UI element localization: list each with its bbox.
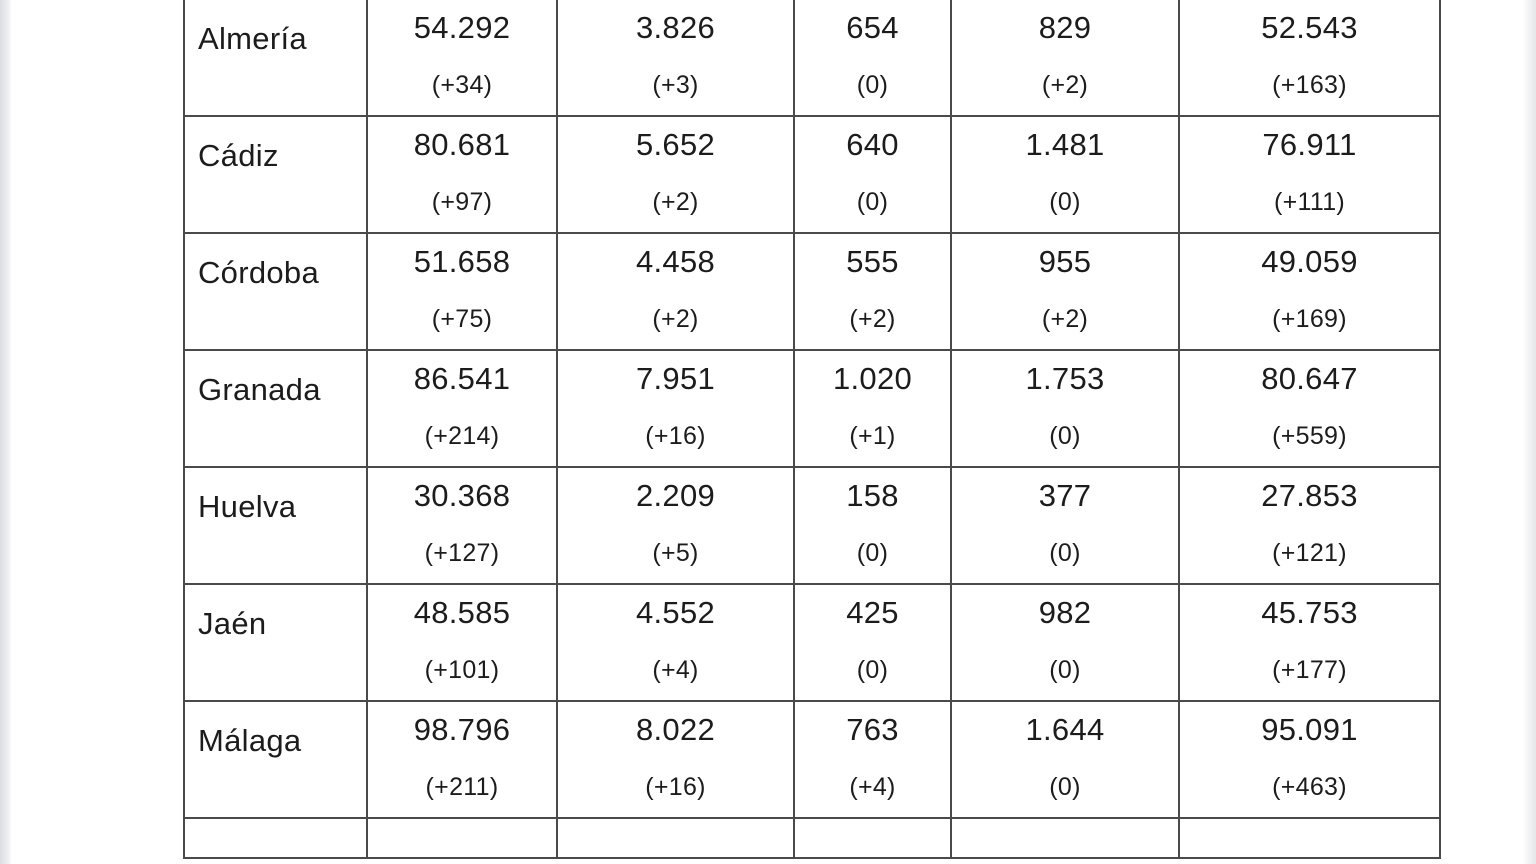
cell-delta: (+121) (1272, 539, 1347, 567)
cell-value: 955 (1038, 244, 1092, 279)
value-cell (367, 233, 557, 350)
province-data-table (183, 0, 1441, 859)
cell-value: 982 (1038, 595, 1092, 630)
table-row (184, 584, 1440, 701)
cell-delta: (0) (856, 656, 889, 684)
province-name-cell (184, 233, 367, 350)
province-name: Cádiz (198, 138, 279, 173)
cell-value: 49.059 (1261, 244, 1358, 279)
cell-delta: (+2) (1041, 71, 1089, 99)
cell-value: 3.826 (635, 10, 716, 45)
cell-delta: (+463) (1272, 773, 1347, 801)
cell-delta: (+127) (424, 539, 500, 567)
cell-value: 1.753 (1025, 361, 1105, 396)
province-name: Jaén (198, 606, 267, 641)
table-body (184, 0, 1440, 858)
page-left-edge (0, 0, 12, 864)
value-cell (367, 701, 557, 818)
name-cell (184, 818, 367, 858)
cell-value: 45.753 (1261, 595, 1358, 630)
value-cell (1179, 818, 1440, 858)
province-name-cell (184, 350, 367, 467)
cell-value: 76.911 (1262, 127, 1357, 162)
cell-value: 425 (846, 595, 899, 630)
cell-delta: (+163) (1272, 71, 1347, 99)
cell-delta: (+214) (424, 422, 500, 450)
table-row (184, 116, 1440, 233)
province-name: Málaga (198, 723, 302, 758)
cell-delta: (+2) (1041, 305, 1089, 333)
province-name-cell (184, 0, 367, 116)
value-cell (367, 467, 557, 584)
cell-value: 555 (846, 244, 899, 279)
cell-delta: (+2) (652, 305, 699, 333)
cell-value: 98.796 (413, 712, 511, 747)
cell-delta: (+1) (849, 422, 896, 450)
cell-value: 640 (846, 127, 899, 162)
value-cell (557, 818, 794, 858)
value-cell (557, 584, 794, 701)
cell-value: 654 (846, 10, 899, 45)
value-cell (794, 116, 951, 233)
province-name-cell (184, 584, 367, 701)
value-cell (557, 116, 794, 233)
province-name: Granada (198, 372, 321, 407)
cell-value: 1.020 (832, 361, 913, 396)
value-cell (794, 233, 951, 350)
value-cell (951, 701, 1179, 818)
cell-delta: (+3) (652, 71, 699, 99)
cell-delta: (+16) (645, 422, 706, 450)
province-name: Huelva (198, 489, 297, 524)
cell-value: 5.652 (635, 127, 716, 162)
value-cell (557, 701, 794, 818)
value-cell (367, 350, 557, 467)
cell-delta: (0) (1049, 188, 1081, 216)
cell-value: 4.458 (635, 244, 716, 279)
value-cell (557, 467, 794, 584)
value-cell (951, 818, 1179, 858)
cell-delta: (0) (856, 539, 889, 567)
cell-delta: (0) (1049, 422, 1081, 450)
value-cell (1179, 116, 1440, 233)
value-cell (794, 350, 951, 467)
value-cell (951, 116, 1179, 233)
value-cell (951, 233, 1179, 350)
value-cell (557, 233, 794, 350)
cell-value: 80.681 (413, 127, 511, 162)
cell-delta: (0) (1049, 773, 1081, 801)
cell-value: 95.091 (1261, 712, 1358, 747)
province-name-cell (184, 467, 367, 584)
cell-value: 1.644 (1025, 712, 1105, 747)
cell-delta: (+177) (1272, 656, 1347, 684)
cell-delta: (+101) (424, 656, 500, 684)
cell-delta: (+16) (645, 773, 706, 801)
value-cell (1179, 467, 1440, 584)
cell-delta: (+97) (431, 188, 493, 216)
cell-value: 48.585 (413, 595, 511, 630)
value-cell (367, 0, 557, 116)
cell-delta: (0) (1049, 539, 1081, 567)
cell-delta: (+34) (431, 71, 493, 99)
value-cell (951, 350, 1179, 467)
cell-value: 80.647 (1261, 361, 1358, 396)
cell-value: 2.209 (635, 478, 716, 513)
value-cell (1179, 350, 1440, 467)
cell-delta: (+559) (1272, 422, 1347, 450)
cell-delta: (+169) (1272, 305, 1347, 333)
value-cell (794, 701, 951, 818)
table-row (184, 701, 1440, 818)
cell-delta: (+5) (652, 539, 699, 567)
cell-value: 4.552 (635, 595, 716, 630)
value-cell (1179, 233, 1440, 350)
province-name-cell (184, 116, 367, 233)
cell-value: 30.368 (413, 478, 511, 513)
cell-value: 377 (1038, 478, 1092, 513)
cell-delta: (+75) (431, 305, 493, 333)
value-cell (951, 467, 1179, 584)
table-row (184, 233, 1440, 350)
value-cell (794, 0, 951, 116)
cell-delta: (+211) (425, 773, 499, 801)
cell-value: 7.951 (635, 361, 716, 396)
value-cell (794, 467, 951, 584)
province-name-cell (184, 701, 367, 818)
value-cell (951, 584, 1179, 701)
cell-delta: (0) (856, 188, 889, 216)
value-cell (557, 350, 794, 467)
cell-delta: (+2) (652, 188, 699, 216)
value-cell (1179, 0, 1440, 116)
cell-value: 51.658 (413, 244, 511, 279)
cell-value: 27.853 (1261, 478, 1358, 513)
table-row (184, 350, 1440, 467)
cell-delta: (+111) (1273, 188, 1346, 216)
cell-value: 1.481 (1025, 127, 1105, 162)
table-row (184, 0, 1440, 116)
value-cell (367, 818, 557, 858)
cell-value: 52.543 (1261, 10, 1358, 45)
cell-delta: (+4) (652, 656, 699, 684)
value-cell (1179, 701, 1440, 818)
value-cell (557, 0, 794, 116)
cell-value: 8.022 (635, 712, 716, 747)
table-row (184, 467, 1440, 584)
cell-delta: (+4) (849, 773, 896, 801)
value-cell (1179, 584, 1440, 701)
value-cell (794, 584, 951, 701)
page-right-edge (1522, 0, 1536, 864)
province-name: Almería (198, 21, 307, 56)
cell-value: 829 (1038, 10, 1092, 45)
value-cell (794, 818, 951, 858)
cell-value: 763 (846, 712, 899, 747)
cell-value: 158 (846, 478, 899, 513)
value-cell (367, 584, 557, 701)
cell-value: 54.292 (413, 10, 511, 45)
cell-value: 86.541 (413, 361, 511, 396)
province-name: Córdoba (198, 255, 320, 290)
cell-delta: (+2) (849, 305, 896, 333)
value-cell (367, 116, 557, 233)
cell-delta: (0) (856, 71, 889, 99)
table-row-partial (184, 818, 1440, 858)
cell-delta: (0) (1049, 656, 1081, 684)
value-cell (951, 0, 1179, 116)
